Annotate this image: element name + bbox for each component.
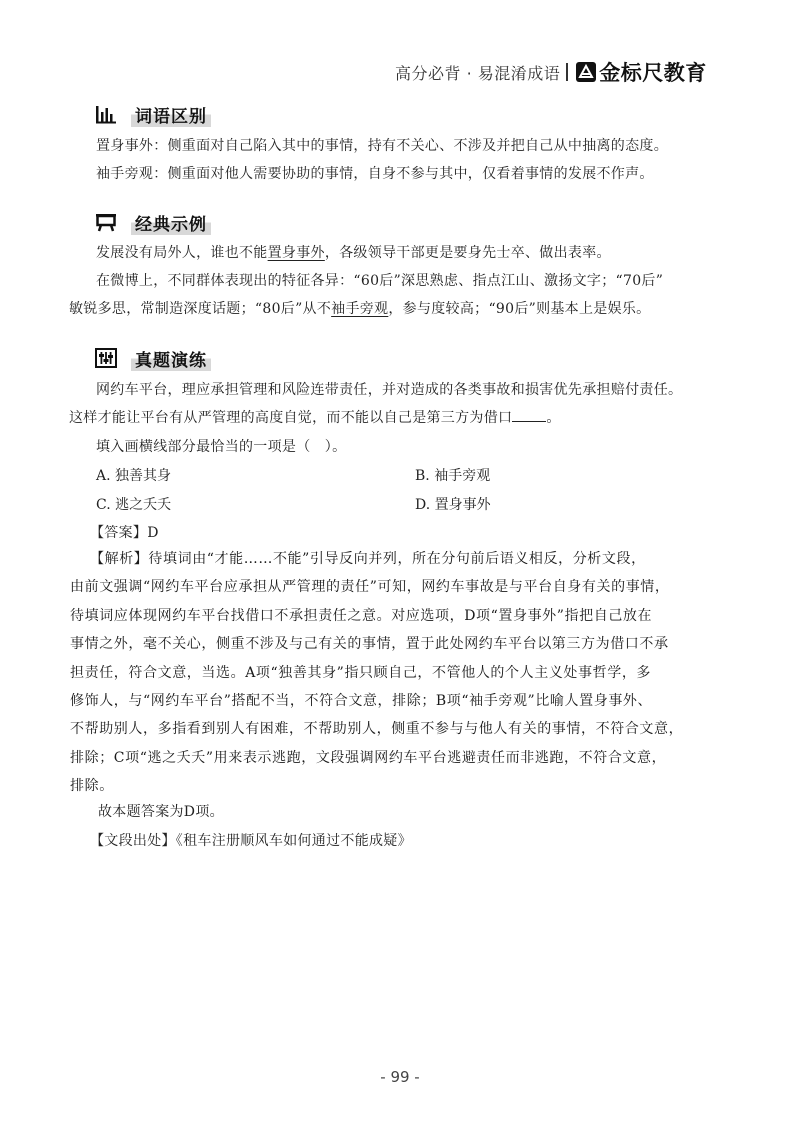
analysis-line: 排除；C项“逃之夭夭”用来表示逃跑，文段强调网约车平台逃避责任而非逃跑，不符合文意， bbox=[70, 749, 667, 766]
example-1-pre: 发展没有局外人，谁也不能 bbox=[96, 245, 268, 261]
question-line-2 bbox=[69, 408, 561, 428]
analysis-line: 排除。 bbox=[70, 778, 114, 795]
question-line-1: 网约车平台，理应承担管理和风险连带责任，并对造成的各类事故和损害优先承担赔付责任。 bbox=[96, 382, 683, 398]
analysis-line: 事情之外，毫不关心，侧重不涉及与己有关的事情，置于此处网约车平台以第三方为借口不承 bbox=[70, 636, 669, 653]
difference-line-1: 置身事外：侧重面对自己陷入其中的事情，持有不关心、不涉及并把自己从中抽离的态度。 bbox=[96, 138, 668, 154]
section-title: 词语区别 bbox=[131, 102, 211, 127]
analysis-line: 修饰人，与“网约车平台”搭配不当，不符合文意，排除；B项“袖手旁观”比喻人置身事外、 bbox=[70, 692, 653, 709]
header-divider bbox=[566, 63, 568, 81]
example-2-line-2 bbox=[69, 299, 650, 319]
option-a: A. 独善其身 bbox=[96, 468, 172, 484]
example-1-post: ，各级领导干部更是要身先士卒、做出表率。 bbox=[324, 245, 611, 261]
source-line: 【文段出处】《租车注册顺风车如何通过不能成疑》 bbox=[90, 833, 412, 849]
option-c: C. 逃之夭夭 bbox=[96, 497, 172, 513]
section-heading-examples bbox=[95, 208, 211, 236]
question-line-2-pre: 这样才能让平台有从严管理的高度自觉，而不能以自己是第三方为借口 bbox=[69, 410, 513, 426]
analysis-line: 【解析】待填词由“才能……不能”引导反向并列，所在分句前后语义相反，分析文段， bbox=[90, 551, 646, 567]
difference-line-2: 袖手旁观：侧重面对他人需要协助的事情，自身不参与其中，仅看着事情的发展不作声。 bbox=[96, 166, 654, 182]
bar-chart-icon bbox=[95, 104, 117, 124]
analysis-line: 待填词应体现网约车平台找借口不承担责任之意。对应选项，D项“置身事外”指把自己放在 bbox=[70, 607, 653, 624]
section-title: 经典示例 bbox=[131, 210, 211, 235]
section-title: 真题演练 bbox=[131, 346, 211, 371]
header-breadcrumb: 高分必背 · 易混淆成语 bbox=[395, 63, 561, 83]
example-1-term: 置身事外 bbox=[267, 245, 325, 261]
option-d: D. 置身事外 bbox=[415, 497, 491, 513]
brand-name: 金标尺教育 bbox=[599, 61, 707, 85]
analysis-line: 不帮助别人，多指看到别人有困难，不帮助别人，侧重不参与与他人有关的事情，不符合文意， bbox=[70, 721, 684, 738]
page-header bbox=[395, 55, 707, 89]
conclusion-line: 故本题答案为D项。 bbox=[98, 804, 224, 820]
brand-logo-icon bbox=[575, 61, 597, 83]
slider-controls-icon bbox=[95, 348, 117, 368]
example-2-pre: 敏锐多思，常制造深度话题；“80后”从不 bbox=[69, 301, 332, 317]
section-heading-difference bbox=[95, 100, 211, 128]
question-line-2-post: 。 bbox=[546, 410, 561, 426]
example-1 bbox=[96, 243, 611, 263]
section-heading-practice bbox=[95, 344, 211, 372]
question-prompt: 填入画横线部分最恰当的一项是（ ）。 bbox=[96, 439, 347, 455]
easel-board-icon bbox=[95, 212, 117, 232]
analysis-line: 由前文强调“网约车平台应承担从严管理的责任”可知，网约车事故是与平台自身有关的事情， bbox=[70, 579, 670, 596]
answer-line: 【答案】D bbox=[90, 525, 159, 541]
fill-in-blank bbox=[512, 409, 546, 422]
analysis-block bbox=[70, 545, 734, 801]
example-2-term: 袖手旁观 bbox=[331, 301, 389, 317]
analysis-line: 担责任，符合文意，当选。A项“独善其身”指只顾自己，不管他人的个人主义处事哲学，多 bbox=[70, 664, 652, 681]
example-2-post: ，参与度较高；“90后”则基本上是娱乐。 bbox=[388, 301, 651, 317]
option-b: B. 袖手旁观 bbox=[415, 468, 491, 484]
page-number: - 99 - bbox=[380, 1068, 420, 1086]
example-2-line-1: 在微博上，不同群体表现出的特征各异：“60后”深思熟虑、指点江山、激扬文字；“70后” bbox=[96, 273, 664, 289]
